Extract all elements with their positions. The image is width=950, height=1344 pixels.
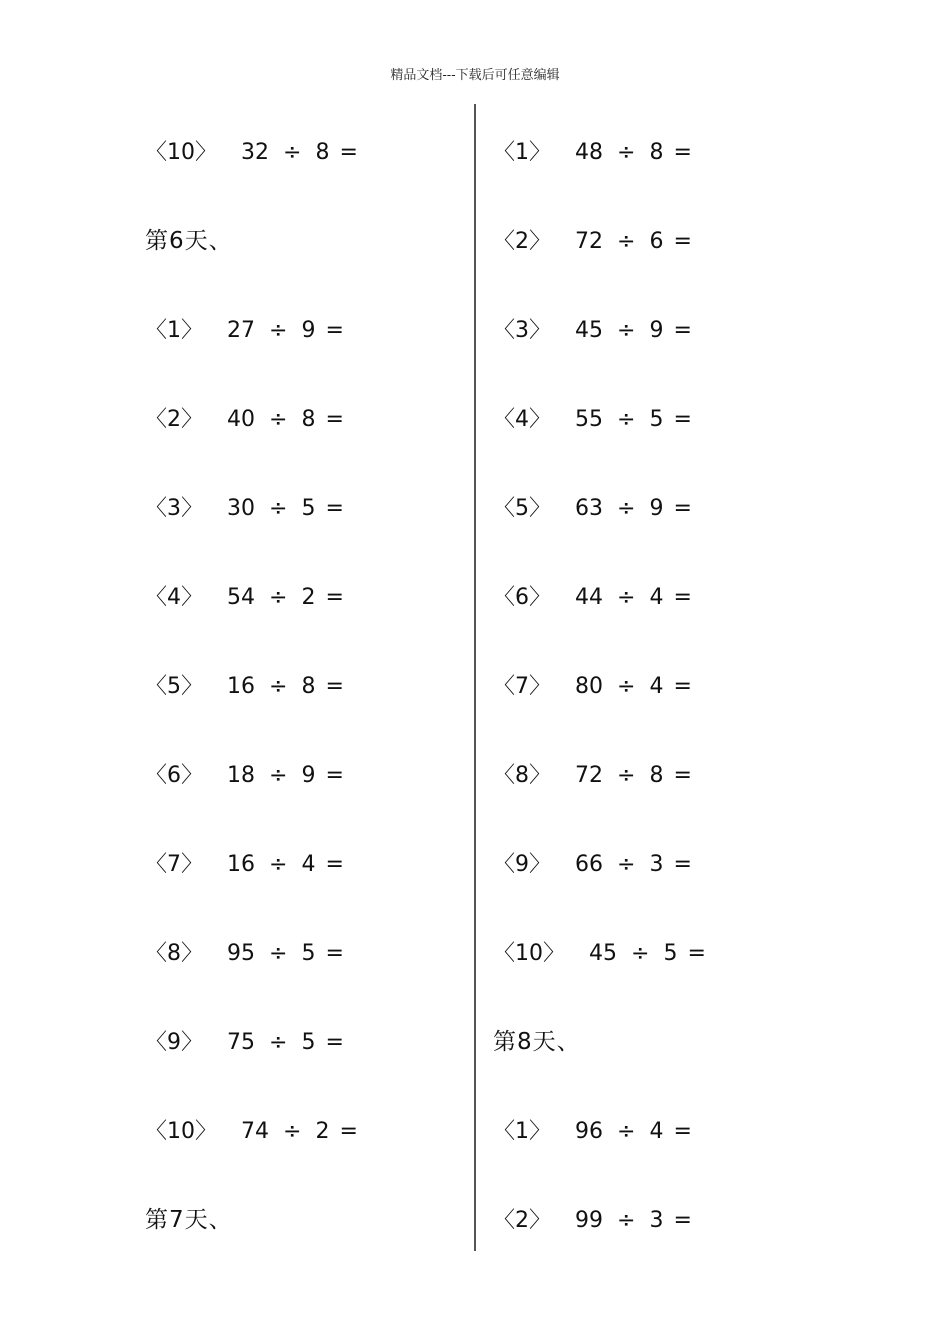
division-sign: ÷ xyxy=(617,406,636,432)
problem-number: 〈8〉 xyxy=(145,940,203,966)
equals-sign: = xyxy=(673,406,692,432)
divisor: 8 xyxy=(301,406,316,432)
division-sign: ÷ xyxy=(631,940,650,966)
division-problem xyxy=(145,731,358,820)
problem-number: 〈1〉 xyxy=(145,317,203,343)
equals-sign: = xyxy=(325,673,344,699)
equals-sign: = xyxy=(325,406,344,432)
division-problem xyxy=(493,464,706,553)
division-problem xyxy=(145,464,358,553)
equals-sign: = xyxy=(673,1118,692,1144)
column-divider xyxy=(474,104,476,1251)
division-sign: ÷ xyxy=(283,1118,302,1144)
dividend: 16 xyxy=(227,851,255,877)
problem-number: 〈2〉 xyxy=(145,406,203,432)
dividend: 96 xyxy=(575,1118,603,1144)
divisor: 5 xyxy=(663,940,678,966)
division-problem xyxy=(493,1176,706,1265)
problem-number: 〈5〉 xyxy=(145,673,203,699)
problem-number: 〈2〉 xyxy=(493,1207,551,1233)
division-sign: ÷ xyxy=(269,406,288,432)
divisor: 5 xyxy=(301,495,316,521)
dividend: 63 xyxy=(575,495,603,521)
divisor: 4 xyxy=(649,584,664,610)
day-heading: 第6天、 xyxy=(145,228,233,254)
division-sign: ÷ xyxy=(269,584,288,610)
left-column xyxy=(145,108,358,1265)
equals-sign: = xyxy=(673,317,692,343)
problem-number: 〈4〉 xyxy=(493,406,551,432)
problem-number: 〈9〉 xyxy=(145,1029,203,1055)
dividend: 66 xyxy=(575,851,603,877)
dividend: 54 xyxy=(227,584,255,610)
divisor: 9 xyxy=(301,317,316,343)
equals-sign: = xyxy=(325,851,344,877)
equals-sign: = xyxy=(325,940,344,966)
dividend: 48 xyxy=(575,139,603,165)
problem-number: 〈1〉 xyxy=(493,139,551,165)
division-problem xyxy=(145,1087,358,1176)
divisor: 8 xyxy=(315,139,330,165)
equals-sign: = xyxy=(673,673,692,699)
problem-number: 〈10〉 xyxy=(493,940,565,966)
problem-number: 〈8〉 xyxy=(493,762,551,788)
equals-sign: = xyxy=(325,317,344,343)
problem-number: 〈10〉 xyxy=(145,139,217,165)
division-problem xyxy=(145,286,358,375)
problem-number: 〈7〉 xyxy=(493,673,551,699)
division-problem xyxy=(493,731,706,820)
division-problem xyxy=(493,909,706,998)
divisor: 5 xyxy=(649,406,664,432)
division-sign: ÷ xyxy=(617,1207,636,1233)
equals-sign: = xyxy=(687,940,706,966)
equals-sign: = xyxy=(673,228,692,254)
problem-number: 〈6〉 xyxy=(145,762,203,788)
equals-sign: = xyxy=(673,495,692,521)
dividend: 72 xyxy=(575,762,603,788)
equals-sign: = xyxy=(673,584,692,610)
problem-number: 〈2〉 xyxy=(493,228,551,254)
division-sign: ÷ xyxy=(617,139,636,165)
divisor: 9 xyxy=(649,317,664,343)
dividend: 72 xyxy=(575,228,603,254)
equals-sign: = xyxy=(325,1029,344,1055)
division-sign: ÷ xyxy=(269,317,288,343)
dividend: 32 xyxy=(241,139,269,165)
division-problem xyxy=(493,375,706,464)
divisor: 8 xyxy=(301,673,316,699)
equals-sign: = xyxy=(325,495,344,521)
dividend: 75 xyxy=(227,1029,255,1055)
division-sign: ÷ xyxy=(269,673,288,699)
equals-sign: = xyxy=(673,1207,692,1233)
dividend: 18 xyxy=(227,762,255,788)
equals-sign: = xyxy=(673,762,692,788)
divisor: 5 xyxy=(301,940,316,966)
problem-number: 〈7〉 xyxy=(145,851,203,877)
division-problem xyxy=(493,553,706,642)
divisor: 8 xyxy=(649,762,664,788)
dividend: 45 xyxy=(575,317,603,343)
division-sign: ÷ xyxy=(269,940,288,966)
divisor: 3 xyxy=(649,851,664,877)
equals-sign: = xyxy=(673,139,692,165)
day-heading: 第8天、 xyxy=(493,1029,581,1055)
division-sign: ÷ xyxy=(283,139,302,165)
division-problem xyxy=(145,108,358,197)
problem-number: 〈3〉 xyxy=(493,317,551,343)
equals-sign: = xyxy=(325,762,344,788)
equals-sign: = xyxy=(325,584,344,610)
division-sign: ÷ xyxy=(617,673,636,699)
dividend: 45 xyxy=(589,940,617,966)
divisor: 4 xyxy=(649,673,664,699)
divisor: 4 xyxy=(649,1118,664,1144)
right-column xyxy=(493,108,706,1265)
dividend: 16 xyxy=(227,673,255,699)
division-sign: ÷ xyxy=(269,762,288,788)
division-problem xyxy=(493,197,706,286)
divisor: 9 xyxy=(301,762,316,788)
division-problem xyxy=(493,108,706,197)
divisor: 9 xyxy=(649,495,664,521)
divisor: 5 xyxy=(301,1029,316,1055)
equals-sign: = xyxy=(339,139,358,165)
dividend: 95 xyxy=(227,940,255,966)
division-problem xyxy=(145,375,358,464)
dividend: 40 xyxy=(227,406,255,432)
divisor: 2 xyxy=(315,1118,330,1144)
divisor: 8 xyxy=(649,139,664,165)
division-problem xyxy=(493,820,706,909)
division-sign: ÷ xyxy=(617,762,636,788)
division-sign: ÷ xyxy=(617,851,636,877)
division-sign: ÷ xyxy=(269,851,288,877)
dividend: 80 xyxy=(575,673,603,699)
problem-number: 〈9〉 xyxy=(493,851,551,877)
division-sign: ÷ xyxy=(617,317,636,343)
division-problem xyxy=(493,286,706,375)
problem-number: 〈1〉 xyxy=(493,1118,551,1144)
dividend: 55 xyxy=(575,406,603,432)
problem-number: 〈3〉 xyxy=(145,495,203,521)
dividend: 44 xyxy=(575,584,603,610)
division-sign: ÷ xyxy=(617,1118,636,1144)
division-problem xyxy=(145,998,358,1087)
division-sign: ÷ xyxy=(617,584,636,610)
division-problem xyxy=(145,642,358,731)
division-problem xyxy=(145,553,358,642)
page-header: 精品文档---下载后可任意编辑 xyxy=(390,68,560,83)
equals-sign: = xyxy=(339,1118,358,1144)
dividend: 27 xyxy=(227,317,255,343)
problem-number: 〈5〉 xyxy=(493,495,551,521)
dividend: 99 xyxy=(575,1207,603,1233)
division-sign: ÷ xyxy=(617,228,636,254)
division-sign: ÷ xyxy=(269,1029,288,1055)
division-problem xyxy=(493,1087,706,1176)
division-problem xyxy=(493,642,706,731)
division-sign: ÷ xyxy=(269,495,288,521)
divisor: 4 xyxy=(301,851,316,877)
problem-number: 〈4〉 xyxy=(145,584,203,610)
division-problem xyxy=(145,820,358,909)
divisor: 2 xyxy=(301,584,316,610)
problem-number: 〈6〉 xyxy=(493,584,551,610)
problem-number: 〈10〉 xyxy=(145,1118,217,1144)
dividend: 74 xyxy=(241,1118,269,1144)
division-problem xyxy=(145,909,358,998)
division-sign: ÷ xyxy=(617,495,636,521)
day-heading: 第7天、 xyxy=(145,1207,233,1233)
equals-sign: = xyxy=(673,851,692,877)
divisor: 3 xyxy=(649,1207,664,1233)
divisor: 6 xyxy=(649,228,664,254)
dividend: 30 xyxy=(227,495,255,521)
